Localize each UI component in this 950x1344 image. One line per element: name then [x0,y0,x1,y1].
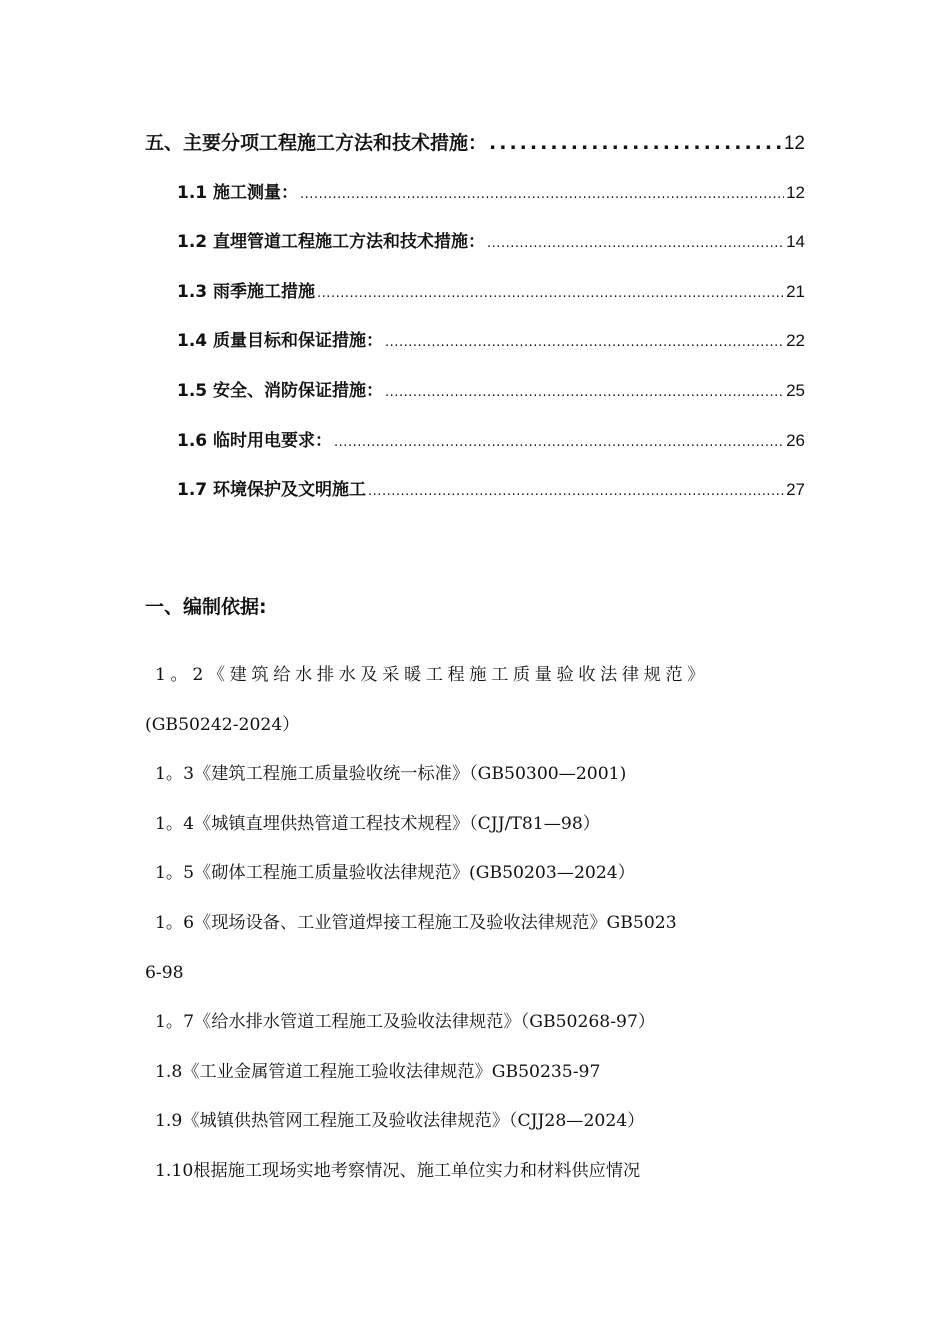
toc-entry-page: 21 [786,281,805,301]
toc-entry-title: 五、主要分项工程施工方法和技术措施： [145,132,488,154]
toc-entry-title: 1.5 安全、消防保证措施： [177,380,384,401]
toc-entry-page: 27 [786,480,805,500]
toc-entry-page: 26 [786,430,805,450]
toc-entry[interactable] [145,178,805,228]
reference-line: 1。5《砌体工程施工质量验收法律规范》(GB50203—2024） [155,863,635,884]
toc-entry[interactable] [145,426,805,476]
toc-entry-title: 1.1 施工测量： [177,182,299,203]
toc-leader-dots [487,236,784,251]
toc-entry[interactable] [145,277,805,327]
toc-leader-dots [385,385,784,400]
reference-line: 6-98 [145,962,184,983]
toc-leader-dots [300,187,784,202]
toc-entry-title: 1.4 质量目标和保证措施： [177,331,384,352]
toc-entry-page: 12 [786,182,805,202]
toc-leader-dots [334,435,784,450]
section-heading: 一、编制依据: [145,596,267,618]
toc-leader-dots [385,335,784,350]
toc-entry-page: 12 [783,133,805,154]
toc-leader-dots [368,484,784,499]
reference-list [145,651,810,1197]
reference-line: 1。7《给水排水管道工程施工及验收法律规范》（GB50268-97） [155,1012,656,1033]
toc-leader-dots [317,286,784,301]
reference-line: (GB50242-2024） [145,714,300,735]
toc-entry[interactable] [145,128,805,178]
toc-entry[interactable] [145,227,805,277]
toc-entry-title: 1.2 直埋管道工程施工方法和技术措施： [177,232,486,253]
reference-line: 1.8《工业金属管道工程施工验收法律规范》GB50235-97 [155,1061,601,1082]
reference-line: 1。6《现场设备、工业管道焊接工程施工及验收法律规范》GB5023 [155,912,677,933]
toc-entry-page: 25 [786,380,805,400]
toc-entry-page: 14 [786,232,805,252]
reference-line: 1.10根据施工现场实地考察情况、施工单位实力和材料供应情况 [155,1160,641,1181]
toc-leader-dots [489,132,782,154]
toc-entry[interactable] [145,326,805,376]
toc-entry[interactable] [145,475,805,525]
reference-line: 1。3《建筑工程施工质量验收统一标准》（GB50300—2001) [155,764,627,785]
table-of-contents [145,128,805,525]
toc-entry-title: 1.6 临时用电要求： [177,430,333,451]
reference-line: 1.9《城镇供热管网工程施工及验收法律规范》（CJJ28—2024） [155,1111,645,1132]
toc-entry[interactable] [145,376,805,426]
reference-line: 1。2《建筑给水排水及采暖工程施工质量验收法律规范》 [155,665,709,685]
reference-line: 1。4《城镇直埋供热管道工程技术规程》（CJJ/T81—98） [155,813,600,834]
toc-entry-title: 1.7 环境保护及文明施工 [177,480,367,501]
toc-entry-title: 1.3 雨季施工措施 [177,281,316,302]
toc-entry-page: 22 [786,331,805,351]
